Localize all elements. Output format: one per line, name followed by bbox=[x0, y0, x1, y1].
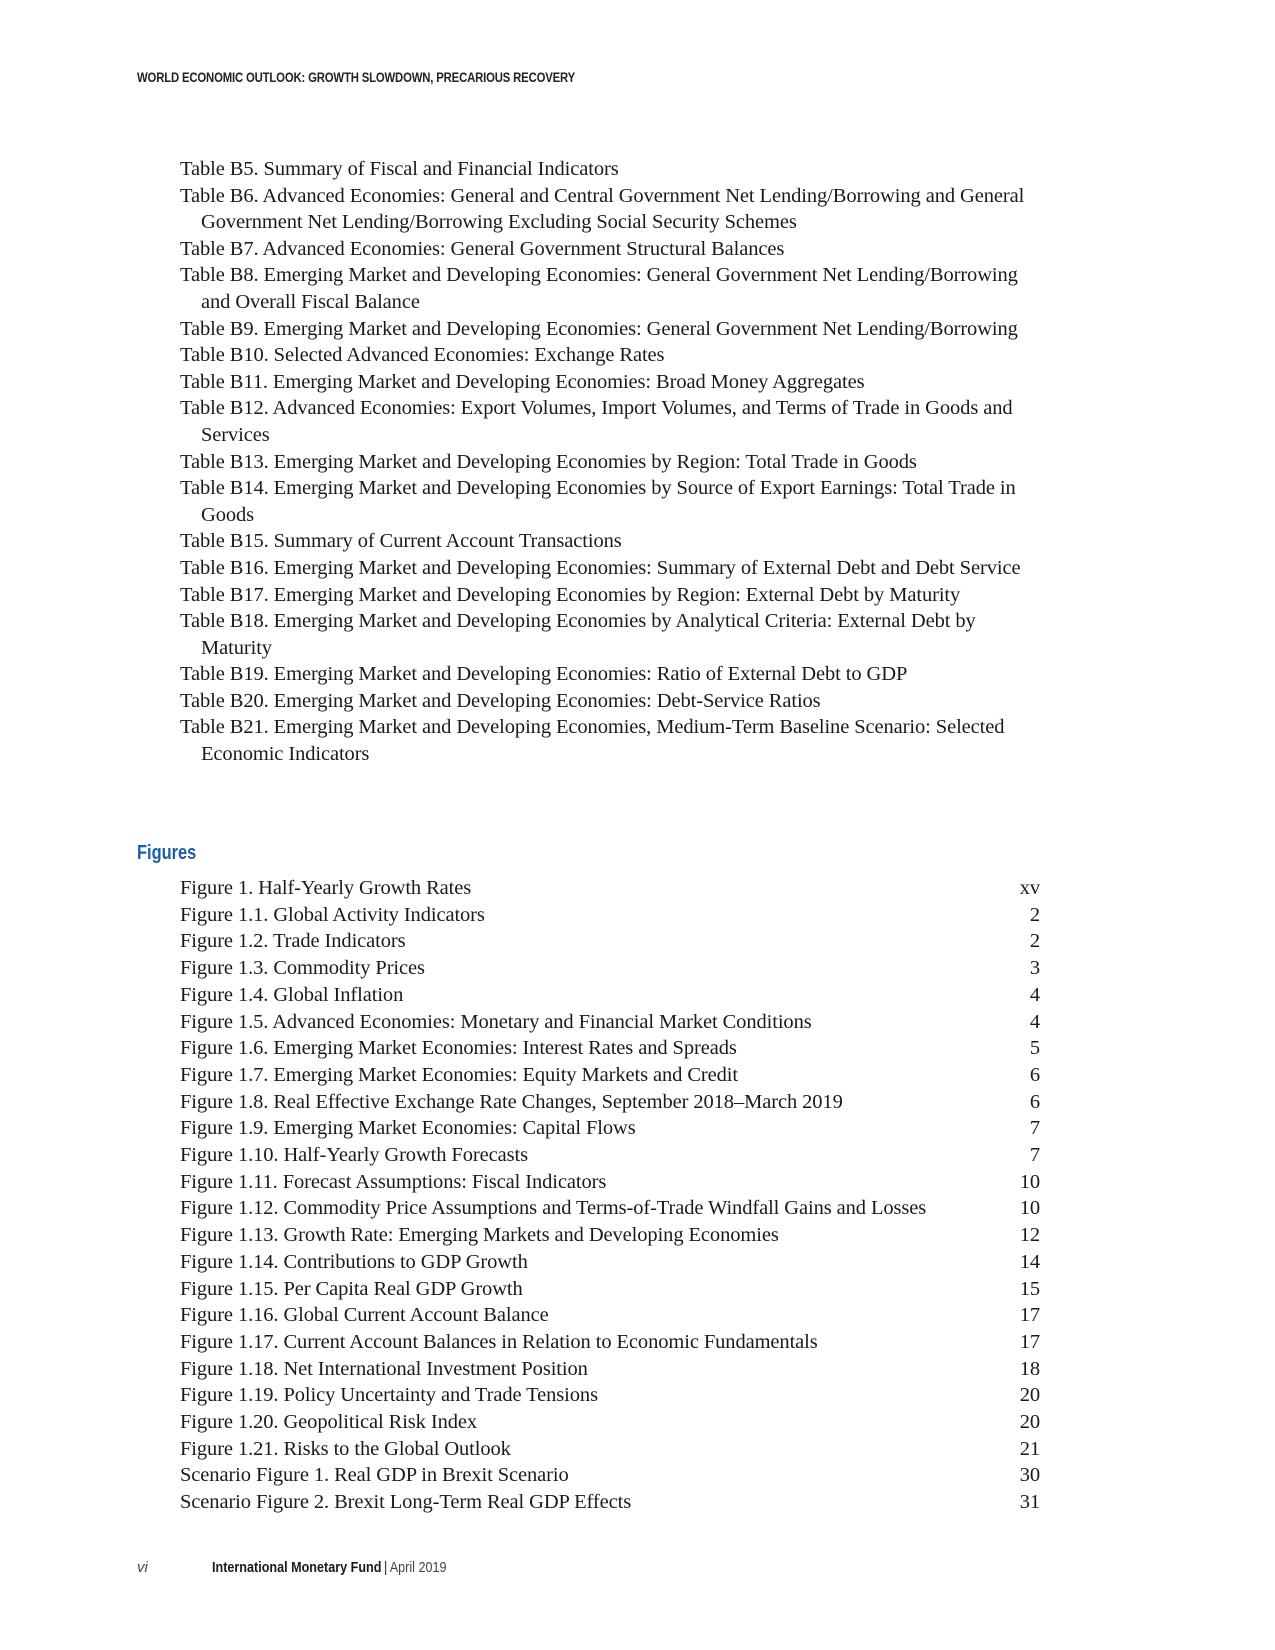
toc-entry-figure bbox=[180, 1489, 1040, 1516]
figure-title: Figure 1.8. Real Effective Exchange Rate Changes, September 2018–March 2019 bbox=[180, 1090, 843, 1113]
figure-title: Figure 1.10. Half-Yearly Growth Forecasts bbox=[180, 1144, 528, 1167]
toc-entry-figure bbox=[180, 1115, 1040, 1142]
toc-entry-table-b9: Table B9. Emerging Market and Developing Economies: General Government Net Lending/Borrowing bbox=[180, 317, 1018, 340]
figure-title: Figure 1.18. Net International Investment Position bbox=[180, 1357, 588, 1380]
page-number: 10 bbox=[1019, 1197, 1040, 1220]
page-number: 15 bbox=[1019, 1277, 1040, 1300]
toc-entry-figure bbox=[180, 955, 1040, 982]
figure-title: Figure 1.19. Policy Uncertainty and Trade Tensions bbox=[180, 1384, 598, 1407]
figure-title: Figure 1.9. Emerging Market Economies: Capital Flows bbox=[180, 1117, 636, 1140]
toc-entry-figure bbox=[180, 1382, 1040, 1409]
toc-entry-table-b18: Table B18. Emerging Market and Developing Economies by Analytical Criteria: External Debt by Maturity bbox=[180, 610, 976, 659]
toc-entry-figure bbox=[180, 1195, 1040, 1222]
figure-title: Figure 1.13. Growth Rate: Emerging Markets and Developing Economies bbox=[180, 1224, 779, 1247]
page-number: 3 bbox=[1029, 957, 1040, 980]
page-number: 7 bbox=[1029, 1117, 1040, 1140]
page-number: 2 bbox=[1029, 930, 1040, 953]
toc-entry-table-b21: Table B21. Emerging Market and Developing Economies, Medium-Term Baseline Scenario: Selected Economic Indicators bbox=[180, 716, 1005, 766]
figure-title: Scenario Figure 2. Brexit Long-Term Real GDP Effects bbox=[180, 1491, 632, 1514]
toc-entry-table-b10: Table B10. Selected Advanced Economies: Exchange Rates bbox=[180, 344, 665, 367]
folio-page-number: vi bbox=[137, 1559, 148, 1576]
toc-entry-figure bbox=[180, 1462, 1040, 1489]
publication-date: April 2019 bbox=[389, 1559, 447, 1576]
figure-title: Scenario Figure 1. Real GDP in Brexit Scenario bbox=[180, 1464, 569, 1487]
toc-entry-table-b14: Table B14. Emerging Market and Developing Economies by Source of Export Earnings: Total Trade in Goods bbox=[180, 477, 1016, 526]
toc-entry-figure bbox=[180, 1035, 1040, 1062]
toc-entry-figure bbox=[180, 1009, 1040, 1036]
page-number: 18 bbox=[1019, 1357, 1040, 1380]
figure-title: Figure 1.1. Global Activity Indicators bbox=[180, 903, 485, 926]
toc-entry-table-b11: Table B11. Emerging Market and Developing Economies: Broad Money Aggregates bbox=[180, 370, 865, 393]
page-number: 4 bbox=[1029, 1010, 1040, 1033]
figure-title: Figure 1.12. Commodity Price Assumptions and Terms-of-Trade Windfall Gains and Losses bbox=[180, 1197, 927, 1220]
figures-heading: Figures bbox=[137, 842, 197, 864]
toc-entry-table-b8: Table B8. Emerging Market and Developing Economies: General Government Net Lending/Borrowing and Overall Fiscal Balance bbox=[180, 264, 1018, 313]
publisher-name: International Monetary Fund bbox=[212, 1559, 382, 1576]
figure-title: Figure 1.14. Contributions to GDP Growth bbox=[180, 1250, 528, 1273]
figure-title: Figure 1.3. Commodity Prices bbox=[180, 957, 425, 980]
tables-list bbox=[180, 156, 1040, 768]
figure-title: Figure 1.20. Geopolitical Risk Index bbox=[180, 1411, 478, 1434]
figure-title: Figure 1. Half-Yearly Growth Rates bbox=[180, 877, 472, 899]
page-number: 6 bbox=[1029, 1063, 1040, 1086]
page-number: 20 bbox=[1019, 1411, 1040, 1434]
toc-entry-figure bbox=[180, 982, 1040, 1009]
running-head: WORLD ECONOMIC OUTLOOK: GROWTH SLOWDOWN, PRECARIOUS RECOVERY bbox=[137, 70, 576, 85]
figure-title: Figure 1.5. Advanced Economies: Monetary and Financial Market Conditions bbox=[180, 1010, 812, 1033]
toc-entry-figure bbox=[180, 1409, 1040, 1436]
page-number: xv bbox=[1019, 877, 1040, 899]
toc-entry-figure bbox=[180, 928, 1040, 955]
figure-title: Figure 1.15. Per Capita Real GDP Growth bbox=[180, 1277, 523, 1300]
page-number: 17 bbox=[1019, 1304, 1040, 1327]
figure-title: Figure 1.11. Forecast Assumptions: Fiscal Indicators bbox=[180, 1170, 607, 1193]
toc-entry-table-b12: Table B12. Advanced Economies: Export Volumes, Import Volumes, and Terms of Trade in Goods and Services bbox=[180, 397, 1013, 446]
figure-title: Figure 1.2. Trade Indicators bbox=[180, 930, 406, 953]
figures-list bbox=[180, 875, 1040, 1516]
toc-entry-figure bbox=[180, 1062, 1040, 1089]
toc-entry-figure bbox=[180, 1169, 1040, 1196]
toc-entry-table-b5: Table B5. Summary of Fiscal and Financial Indicators bbox=[180, 158, 619, 180]
toc-entry-table-b15: Table B15. Summary of Current Account Transactions bbox=[180, 530, 622, 553]
page-number: 17 bbox=[1019, 1330, 1040, 1353]
page-number: 7 bbox=[1029, 1144, 1040, 1167]
toc-entry-figure bbox=[180, 1249, 1040, 1276]
toc-entry-figure bbox=[180, 875, 1040, 902]
toc-entry-figure bbox=[180, 1356, 1040, 1383]
page-number: 12 bbox=[1019, 1224, 1040, 1247]
toc-entry-figure bbox=[180, 1222, 1040, 1249]
toc-entry-figure bbox=[180, 1142, 1040, 1169]
page-number: 4 bbox=[1029, 983, 1040, 1006]
toc-entry-figure bbox=[180, 1089, 1040, 1116]
toc-entry-table-b17: Table B17. Emerging Market and Developing Economies by Region: External Debt by Maturity bbox=[180, 583, 961, 606]
toc-entry-figure bbox=[180, 1276, 1040, 1303]
toc-entry-figure bbox=[180, 1329, 1040, 1356]
page-number: 10 bbox=[1019, 1170, 1040, 1193]
figure-title: Figure 1.16. Global Current Account Balance bbox=[180, 1304, 549, 1327]
toc-entry-table-b20: Table B20. Emerging Market and Developing Economies: Debt-Service Ratios bbox=[180, 689, 821, 712]
toc-entry-figure bbox=[180, 1302, 1040, 1329]
figure-title: Figure 1.4. Global Inflation bbox=[180, 983, 404, 1006]
toc-entry-table-b16: Table B16. Emerging Market and Developing Economies: Summary of External Debt and Debt Service bbox=[180, 556, 1021, 579]
page-number: 20 bbox=[1019, 1384, 1040, 1407]
toc-entry-table-b6: Table B6. Advanced Economies: General and Central Government Net Lending/Borrowing and General Government Net Lending/Borrowing Excluding Social Security Schemes bbox=[180, 184, 1025, 234]
toc-entry-figure bbox=[180, 902, 1040, 929]
toc-entry-table-b7: Table B7. Advanced Economies: General Government Structural Balances bbox=[180, 237, 785, 260]
figure-title: Figure 1.17. Current Account Balances in Relation to Economic Fundamentals bbox=[180, 1330, 818, 1353]
figure-title: Figure 1.21. Risks to the Global Outlook bbox=[180, 1437, 511, 1460]
page-number: 6 bbox=[1029, 1090, 1040, 1113]
figure-title: Figure 1.6. Emerging Market Economies: Interest Rates and Spreads bbox=[180, 1037, 737, 1060]
publisher-line bbox=[212, 1559, 446, 1576]
page-number: 5 bbox=[1029, 1037, 1040, 1060]
page-number: 14 bbox=[1019, 1250, 1040, 1273]
page-number: 21 bbox=[1019, 1437, 1040, 1460]
footer-separator: | bbox=[383, 1559, 388, 1576]
toc-entry-table-b19: Table B19. Emerging Market and Developing Economies: Ratio of External Debt to GDP bbox=[180, 663, 908, 686]
toc-entry-figure bbox=[180, 1436, 1040, 1463]
toc-entry-table-b13: Table B13. Emerging Market and Developing Economies by Region: Total Trade in Goods bbox=[180, 450, 917, 473]
page-number: 2 bbox=[1029, 903, 1040, 926]
page-number: 31 bbox=[1019, 1491, 1040, 1514]
figure-title: Figure 1.7. Emerging Market Economies: Equity Markets and Credit bbox=[180, 1063, 739, 1086]
page-number: 30 bbox=[1019, 1464, 1040, 1487]
